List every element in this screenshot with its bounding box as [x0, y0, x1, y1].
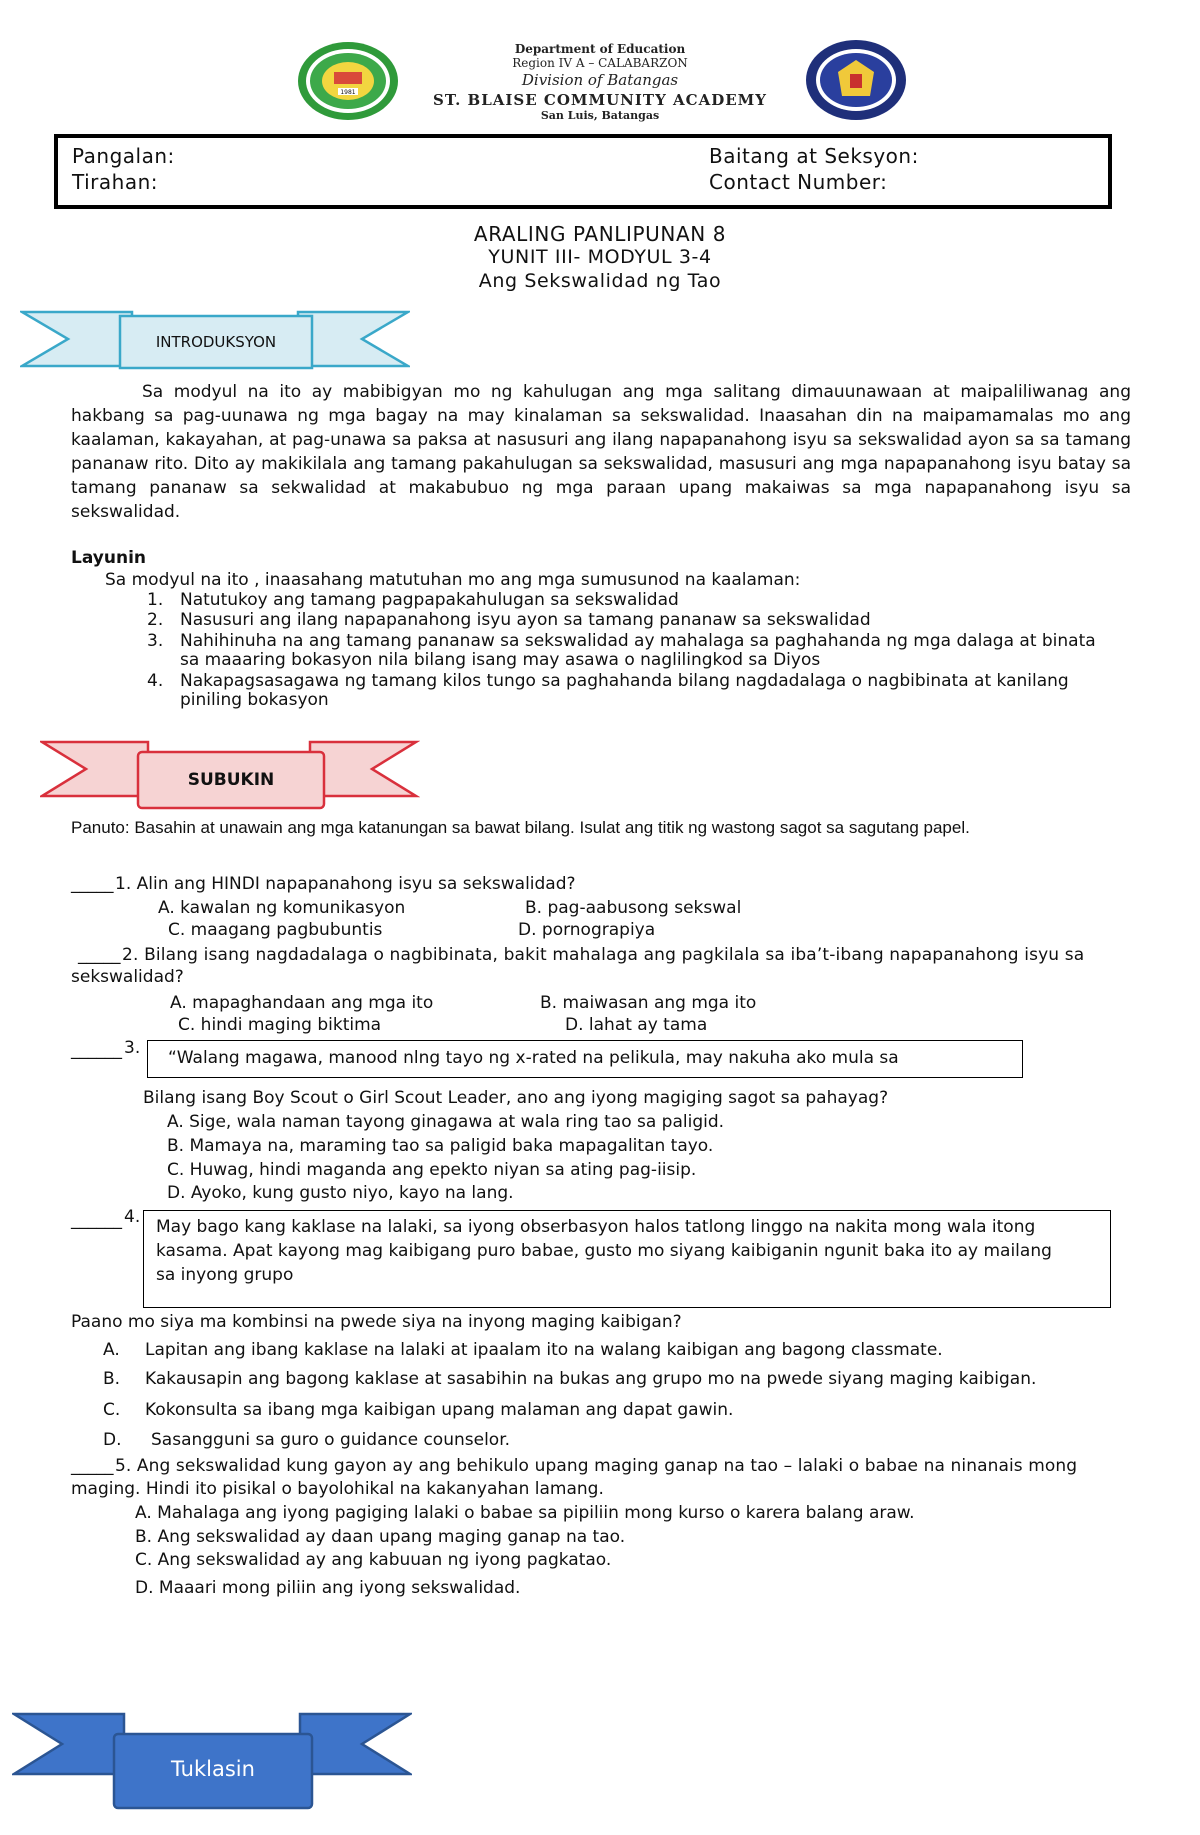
panuto-text: Basahin at unawain ang mga katanungan sa bawat bilang. Isulat ang titik ng wastong sagot sa sagutang papel. [134, 818, 970, 837]
dept-title: Department of Education [514, 42, 686, 56]
scenario-text: “Walang magawa, manood nlng tayo ng x-rated na pelikula, may nakuha ako mula sa [168, 1048, 899, 1068]
answer-blank: _____ [71, 1456, 114, 1476]
school-name: ST. BLAISE COMMUNITY ACADEMY [433, 91, 767, 109]
answer-blank: ______ [71, 1040, 122, 1060]
choice-a: Lapitan ang ibang kaklase na lalaki at ipaalam ito na walang kaibigan ang bagong classmate. [145, 1340, 943, 1360]
scenario-text: May bago kang kaklase na lalaki, sa iyong obserbasyon halos tatlong linggo na nakita mong wala itong [156, 1217, 1036, 1237]
division-title: Division of Batangas [521, 71, 679, 89]
scenario-text: sa inyong grupo [156, 1265, 294, 1285]
objective-number: 3. [147, 631, 164, 651]
answer-blank: ______ [71, 1210, 122, 1230]
school-address: San Luis, Batangas [540, 109, 660, 122]
choice-b: B. Ang sekswalidad ay daan upang maging ganap na tao. [135, 1527, 626, 1547]
objective-number: 4. [147, 671, 164, 691]
choice-c: C. maagang pagbubuntis [168, 920, 383, 940]
choice-c: Kokonsulta sa ibang mga kaibigan upang malaman ang dapat gawin. [145, 1400, 734, 1420]
objective-text: Nahihinuha na ang tamang pananaw sa sekswalidad ay mahalaga sa paghahanda ng mga dalaga at binata [180, 631, 1096, 651]
panuto-line [71, 818, 970, 838]
choice-b: B. pag-aabusong sekswal [525, 898, 742, 918]
layunin-heading: Layunin [71, 548, 146, 568]
answer-blank: _____ [78, 945, 121, 965]
choice-d: D. Maaari mong piliin ang iyong sekswalidad. [135, 1578, 521, 1598]
answer-blank: _____ [71, 874, 114, 894]
school-logo-year: 1981 [340, 89, 356, 96]
intro-banner-label: INTRODUKSYON [155, 333, 277, 351]
question-number: 4. [124, 1207, 141, 1227]
scenario-box [147, 1040, 1023, 1078]
choice-d: D. lahat ay tama [565, 1015, 708, 1035]
choice-letter: B. [103, 1369, 121, 1389]
choice-a: A. kawalan ng komunikasyon [158, 898, 406, 918]
choice-d: D. Ayoko, kung gusto niyo, kayo na lang. [167, 1183, 514, 1203]
choice-b: B. maiwasan ang mga ito [540, 993, 757, 1013]
unit-title: YUNIT III- MODYUL 3-4 [488, 246, 712, 268]
region-title: Region IV A – CALABARZON [512, 56, 688, 70]
scenario-box [143, 1210, 1111, 1308]
intro-banner [20, 310, 410, 374]
objective-number: 2. [147, 610, 164, 630]
choice-a: A. Sige, wala naman tayong ginagawa at wala ring tao sa paligid. [167, 1112, 725, 1132]
tuklasin-banner-label: Tuklasin [171, 1757, 255, 1781]
school-logo [296, 40, 400, 122]
panuto-label: Panuto: [71, 818, 130, 837]
subukin-banner [40, 740, 420, 812]
question-stem-cont: sekswalidad? [71, 967, 184, 987]
choice-c: C. hindi maging biktima [178, 1015, 382, 1035]
question-stem: 1. Alin ang HINDI napapanahong isyu sa sekswalidad? [115, 874, 576, 894]
subject-title: ARALING PANLIPUNAN 8 [473, 222, 727, 246]
choice-d: D. pornograpiya [518, 920, 656, 940]
student-info-box [54, 134, 1112, 209]
choice-b: B. Mamaya na, maraming tao sa paligid baka mapagalitan tayo. [167, 1136, 714, 1156]
objective-text: sa maaaring bokasyon nila bilang isang may asawa o naglilingkod sa Diyos [180, 650, 821, 670]
grade-section-label: Baitang at Seksyon: [709, 144, 919, 168]
deped-logo [804, 38, 908, 122]
choice-c: C. Huwag, hindi maganda ang epekto niyan sa ating pag-iisip. [167, 1160, 697, 1180]
intro-paragraph: Sa modyul na ito ay mabibigyan mo ng kahulugan ang mga salitang dimauunawaan at maipaliliwanag ang hakbang sa pag-uunawa ng mga bagay na may kinalaman sa sekswalidad. Inaasahan din na maipamamalas mo ang kaalaman, kakayahan, at pag-unawa sa paksa at nasusuri ang ilang napapanahong isyu sa sekswalidad ayon sa sa tamang pananaw rito. Dito ay makikilala ang tamang pakahulugan sa sekswalidad, masusuri ang mga napapanahong isyu batay sa tamang pananaw sa sekwalidad at makabubuo ng mga paraan upang makaiwas sa mga napapanahong isyu sa sekswalidad. [71, 382, 1131, 522]
subukin-banner-label: SUBUKIN [187, 770, 275, 790]
objective-text: Natutukoy ang tamang pagpapakahulugan sa sekswalidad [180, 590, 679, 610]
choice-a: A. mapaghandaan ang mga ito [170, 993, 434, 1013]
scenario-text: kasama. Apat kayong mag kaibigang puro babae, gusto mo siyang kaibiganin ngunit baka ito ay mailang [156, 1241, 1052, 1261]
choice-d: Sasangguni sa guro o guidance counselor. [151, 1430, 511, 1450]
question-stem: 2. Bilang isang nagdadalaga o nagbibinata, bakit mahalaga ang pagkilala sa iba’t-ibang napapanahong isyu sa [122, 945, 1085, 965]
choice-letter: C. [103, 1400, 121, 1420]
choice-b: Kakausapin ang bagong kaklase at sasabihin na bukas ang grupo mo na pwede siyang maging kaibigan. [145, 1369, 1037, 1389]
question-stem: Paano mo siya ma kombinsi na pwede siya na inyong maging kaibigan? [71, 1312, 682, 1332]
question-stem: 5. Ang sekswalidad kung gayon ay ang behikulo upang maging ganap na tao – lalaki o babae na ninanais mong [115, 1456, 1078, 1476]
choice-a: A. Mahalaga ang iyong pagiging lalaki o babae sa pipiliin mong kurso o karera balang araw. [135, 1503, 915, 1523]
question-stem-cont: maging. Hindi ito pisikal o bayolohikal na kakanyahan lamang. [71, 1479, 604, 1499]
contact-number-label: Contact Number: [709, 170, 888, 194]
name-label: Pangalan: [72, 144, 175, 168]
address-label: Tirahan: [72, 170, 158, 194]
choice-c: C. Ang sekswalidad ay ang kabuuan ng iyong pagkatao. [135, 1550, 612, 1570]
layunin-lead: Sa modyul na ito , inaasahang matutuhan mo ang mga sumusunod na kaalaman: [105, 570, 801, 590]
choice-letter: A. [103, 1340, 120, 1360]
topic-title: Ang Sekswalidad ng Tao [478, 270, 722, 292]
objective-text: Nakapagsasagawa ng tamang kilos tungo sa paghahanda bilang nagdadalaga o nagbibinata at kanilang [180, 671, 1069, 691]
question-number: 3. [124, 1038, 141, 1058]
objective-text: piniling bokasyon [180, 690, 329, 710]
question-stem: Bilang isang Boy Scout o Girl Scout Leader, ano ang iyong magiging sagot sa pahayag? [143, 1088, 889, 1108]
objective-number: 1. [147, 590, 164, 610]
choice-letter: D. [103, 1430, 122, 1450]
tuklasin-banner [12, 1712, 412, 1812]
objective-text: Nasusuri ang ilang napapanahong isyu ayon sa tamang pananaw sa sekswalidad [180, 610, 871, 630]
